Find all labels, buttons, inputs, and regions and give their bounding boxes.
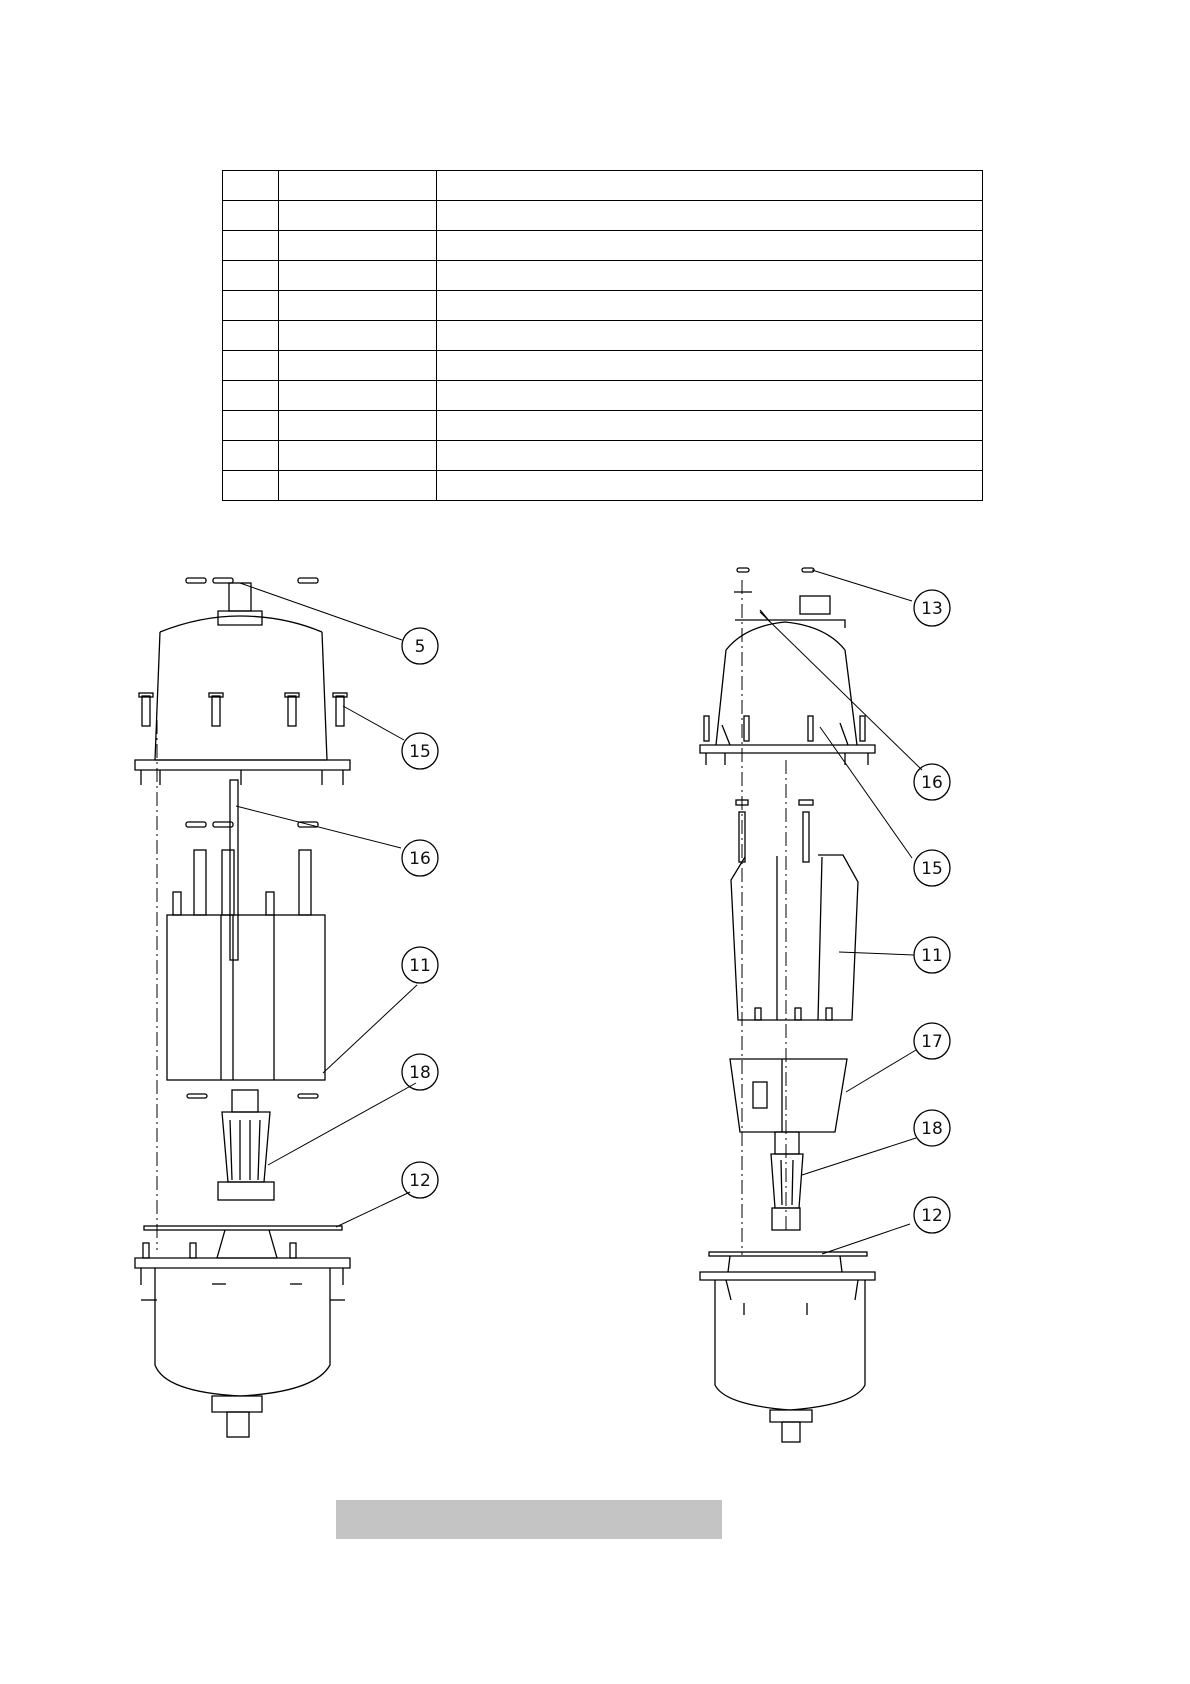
- float-chamber: [730, 1059, 847, 1132]
- top-nuts: [186, 578, 318, 583]
- callout-label: 13: [921, 599, 943, 619]
- callout-17: [914, 1023, 950, 1059]
- left-leaders: [236, 583, 417, 1227]
- top-nuts: [734, 568, 814, 592]
- callout-label: 11: [409, 956, 431, 976]
- right-exploded-view: [700, 568, 950, 1442]
- callout-label: 18: [409, 1063, 431, 1083]
- right-leaders: [760, 570, 922, 1254]
- callout-label: 18: [921, 1119, 943, 1139]
- gasket: [144, 1226, 342, 1230]
- top-housing: [700, 596, 875, 765]
- callout-15: [914, 850, 950, 886]
- callout-label: 16: [409, 849, 431, 869]
- callout-label: 5: [414, 637, 426, 657]
- callout-15: [402, 733, 438, 769]
- callout-label: 15: [409, 742, 431, 762]
- callout-label: 17: [921, 1032, 943, 1052]
- callout-label: 12: [921, 1206, 943, 1226]
- callout-label: 11: [921, 946, 943, 966]
- electrode-pins: [736, 800, 813, 862]
- callout-label: 15: [921, 859, 943, 879]
- left-callouts: [402, 628, 438, 1198]
- callout-18: [914, 1110, 950, 1146]
- callout-16: [914, 764, 950, 800]
- right-callouts: [914, 590, 950, 1233]
- electrode-block: [167, 780, 325, 1098]
- callout-12: [402, 1162, 438, 1198]
- bottom-housing: [135, 1230, 350, 1437]
- bottom-housing: [700, 1256, 875, 1442]
- top-housing: [135, 583, 350, 785]
- callout-11: [402, 947, 438, 983]
- callout-label: 12: [409, 1171, 431, 1191]
- gasket: [709, 1252, 867, 1256]
- strainer: [218, 1090, 274, 1200]
- left-exploded-view: [135, 578, 438, 1437]
- callout-label: 16: [921, 773, 943, 793]
- callout-5: [402, 628, 438, 664]
- callout-16: [402, 840, 438, 876]
- cylinder-element: [731, 855, 858, 1020]
- caption-bar: [336, 1500, 722, 1539]
- callout-12: [914, 1197, 950, 1233]
- callout-11: [914, 937, 950, 973]
- callout-18: [402, 1054, 438, 1090]
- middle-nuts: [186, 822, 318, 827]
- strainer: [771, 1132, 803, 1230]
- callout-13: [914, 590, 950, 626]
